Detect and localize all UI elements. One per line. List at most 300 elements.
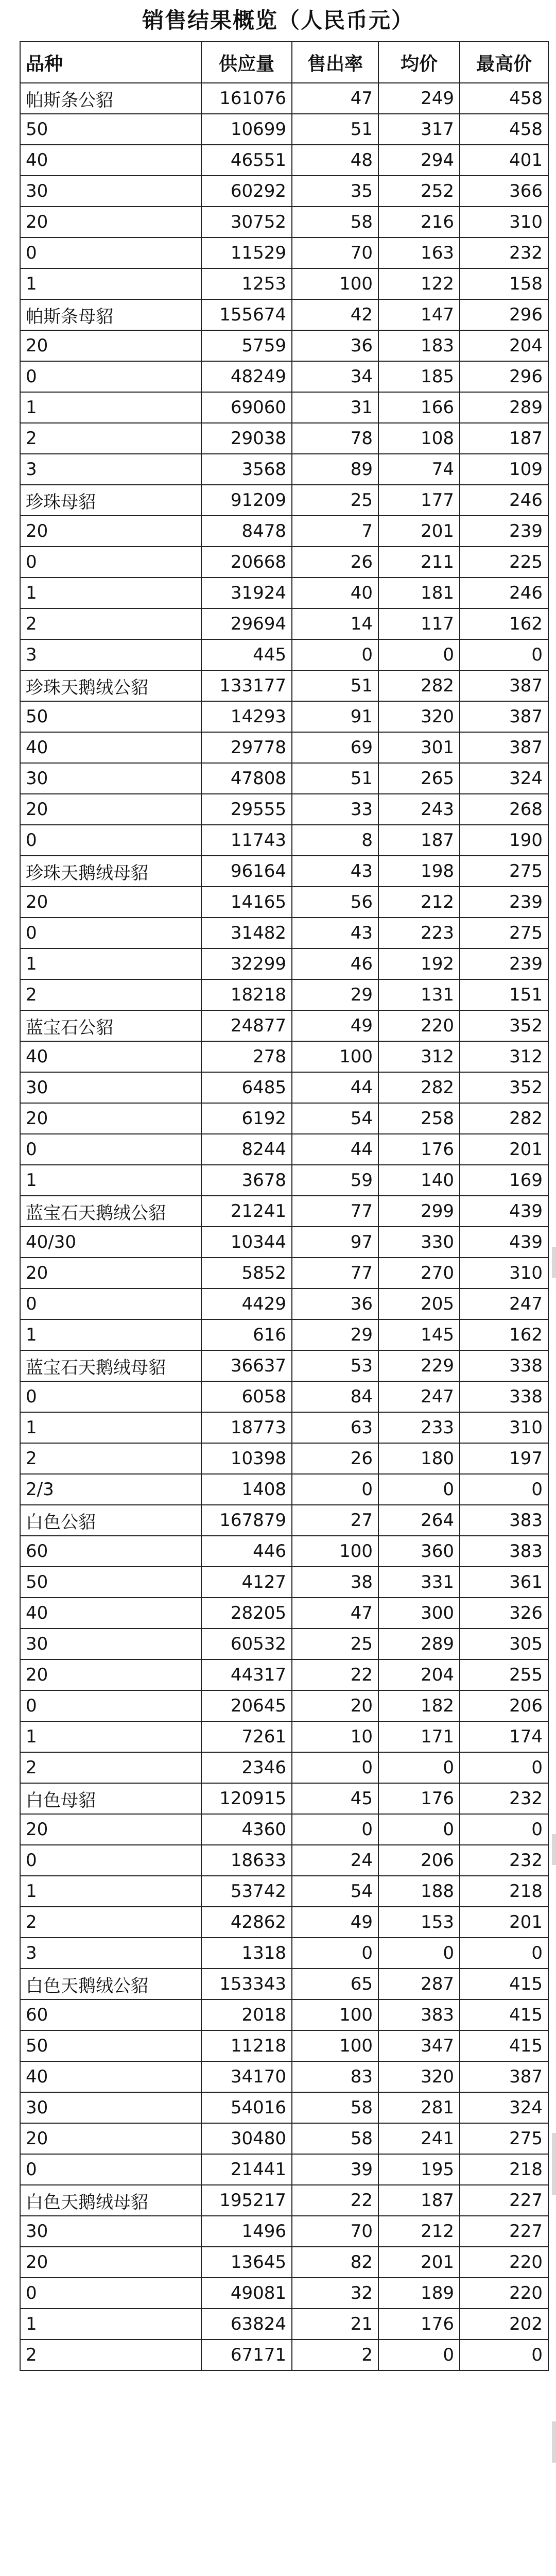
cell-sell-rate: 65 xyxy=(292,1969,378,1999)
cell-avg-price: 0 xyxy=(378,1474,460,1505)
cell-supply: 161076 xyxy=(201,83,292,114)
cell-sell-rate: 33 xyxy=(292,794,378,825)
cell-avg-price: 185 xyxy=(378,361,460,392)
cell-sell-rate: 53 xyxy=(292,1350,378,1381)
cell-sell-rate: 43 xyxy=(292,918,378,948)
cell-sell-rate: 44 xyxy=(292,1072,378,1103)
cell-max-price: 0 xyxy=(460,1474,548,1505)
cell-variety: 帕斯条母貂 xyxy=(20,299,201,330)
cell-sell-rate: 97 xyxy=(292,1227,378,1258)
cell-sell-rate: 22 xyxy=(292,2185,378,2216)
cell-variety: 40/30 xyxy=(20,1227,201,1258)
cell-supply: 29038 xyxy=(201,423,292,454)
cell-variety: 40 xyxy=(20,2061,201,2092)
cell-variety: 30 xyxy=(20,2216,201,2247)
cell-sell-rate: 51 xyxy=(292,114,378,145)
cell-max-price: 338 xyxy=(460,1381,548,1412)
cell-avg-price: 264 xyxy=(378,1505,460,1536)
cell-variety: 50 xyxy=(20,1567,201,1598)
table-body xyxy=(20,83,548,2370)
cell-supply: 63824 xyxy=(201,2309,292,2340)
cell-sell-rate: 49 xyxy=(292,1010,378,1041)
cell-variety: 0 xyxy=(20,1381,201,1412)
cell-variety: 2 xyxy=(20,1752,201,1783)
table-row xyxy=(20,887,548,918)
cell-variety: 30 xyxy=(20,1629,201,1659)
cell-max-price: 289 xyxy=(460,392,548,423)
cell-supply: 47808 xyxy=(201,763,292,794)
cell-max-price: 275 xyxy=(460,918,548,948)
page-title: 销售结果概览（人民币元） xyxy=(142,8,414,33)
cell-supply: 10344 xyxy=(201,1227,292,1258)
cell-avg-price: 229 xyxy=(378,1350,460,1381)
cell-max-price: 338 xyxy=(460,1350,548,1381)
table-row xyxy=(20,608,548,639)
cell-sell-rate: 70 xyxy=(292,2216,378,2247)
cell-sell-rate: 29 xyxy=(292,979,378,1010)
cell-sell-rate: 47 xyxy=(292,83,378,114)
cell-max-price: 239 xyxy=(460,948,548,979)
cell-sell-rate: 100 xyxy=(292,268,378,299)
table-row xyxy=(20,516,548,547)
table-row xyxy=(20,1072,548,1103)
cell-variety: 20 xyxy=(20,887,201,918)
cell-supply: 69060 xyxy=(201,392,292,423)
cell-sell-rate: 34 xyxy=(292,361,378,392)
cell-variety: 40 xyxy=(20,1598,201,1629)
cell-avg-price: 287 xyxy=(378,1969,460,1999)
cell-variety: 20 xyxy=(20,794,201,825)
cell-max-price: 439 xyxy=(460,1227,548,1258)
cell-variety: 20 xyxy=(20,2123,201,2154)
cell-sell-rate: 47 xyxy=(292,1598,378,1629)
cell-max-price: 109 xyxy=(460,454,548,485)
table-row xyxy=(20,1783,548,1814)
table-row xyxy=(20,2340,548,2370)
table-row xyxy=(20,1876,548,1907)
cell-sell-rate: 51 xyxy=(292,763,378,794)
cell-max-price: 201 xyxy=(460,1907,548,1938)
cell-sell-rate: 42 xyxy=(292,299,378,330)
cell-avg-price: 330 xyxy=(378,1227,460,1258)
cell-variety: 0 xyxy=(20,2154,201,2185)
cell-supply: 91209 xyxy=(201,485,292,516)
cell-max-price: 220 xyxy=(460,2278,548,2309)
cell-sell-rate: 51 xyxy=(292,670,378,701)
cell-avg-price: 187 xyxy=(378,2185,460,2216)
table-row xyxy=(20,1412,548,1443)
cell-sell-rate: 83 xyxy=(292,2061,378,2092)
table-row xyxy=(20,1474,548,1505)
cell-supply: 53742 xyxy=(201,1876,292,1907)
cell-supply: 36637 xyxy=(201,1350,292,1381)
cell-supply: 29778 xyxy=(201,732,292,763)
cell-sell-rate: 32 xyxy=(292,2278,378,2309)
cell-max-price: 246 xyxy=(460,485,548,516)
cell-supply: 18218 xyxy=(201,979,292,1010)
cell-variety: 2 xyxy=(20,423,201,454)
table-row xyxy=(20,856,548,887)
cell-supply: 30480 xyxy=(201,2123,292,2154)
table-row xyxy=(20,423,548,454)
cell-avg-price: 247 xyxy=(378,1381,460,1412)
table-row xyxy=(20,1165,548,1196)
cell-variety: 60 xyxy=(20,1999,201,2030)
table-row xyxy=(20,1845,548,1876)
cell-avg-price: 117 xyxy=(378,608,460,639)
cell-max-price: 232 xyxy=(460,1845,548,1876)
cell-variety: 20 xyxy=(20,2247,201,2278)
cell-max-price: 401 xyxy=(460,145,548,176)
cell-variety: 30 xyxy=(20,176,201,207)
cell-sell-rate: 25 xyxy=(292,485,378,516)
cell-supply: 21241 xyxy=(201,1196,292,1227)
cell-max-price: 227 xyxy=(460,2185,548,2216)
cell-max-price: 296 xyxy=(460,299,548,330)
table-row xyxy=(20,1103,548,1134)
table-row xyxy=(20,1629,548,1659)
table-row xyxy=(20,1907,548,1938)
table-row xyxy=(20,1381,548,1412)
table-row xyxy=(20,1938,548,1969)
cell-sell-rate: 58 xyxy=(292,207,378,238)
cell-avg-price: 189 xyxy=(378,2278,460,2309)
cell-avg-price: 192 xyxy=(378,948,460,979)
cell-supply: 8478 xyxy=(201,516,292,547)
cell-supply: 6485 xyxy=(201,1072,292,1103)
cell-variety: 1 xyxy=(20,1165,201,1196)
cell-variety: 2 xyxy=(20,1907,201,1938)
cell-variety: 0 xyxy=(20,1845,201,1876)
cell-max-price: 352 xyxy=(460,1010,548,1041)
cell-avg-price: 201 xyxy=(378,2247,460,2278)
cell-max-price: 201 xyxy=(460,1134,548,1165)
cell-max-price: 232 xyxy=(460,238,548,268)
cell-max-price: 197 xyxy=(460,1443,548,1474)
header-sell-rate: 售出率 xyxy=(292,42,378,83)
cell-avg-price: 153 xyxy=(378,1907,460,1938)
cell-supply: 7261 xyxy=(201,1721,292,1752)
cell-supply: 4360 xyxy=(201,1814,292,1845)
cell-sell-rate: 22 xyxy=(292,1659,378,1690)
cell-sell-rate: 77 xyxy=(292,1258,378,1289)
cell-sell-rate: 35 xyxy=(292,176,378,207)
cell-variety: 0 xyxy=(20,1690,201,1721)
cell-variety: 2 xyxy=(20,2340,201,2370)
cell-max-price: 415 xyxy=(460,1969,548,1999)
table-row xyxy=(20,639,548,670)
cell-avg-price: 0 xyxy=(378,639,460,670)
cell-variety: 0 xyxy=(20,918,201,948)
cell-sell-rate: 29 xyxy=(292,1319,378,1350)
cell-variety: 60 xyxy=(20,1536,201,1567)
cell-sell-rate: 70 xyxy=(292,238,378,268)
table-row xyxy=(20,670,548,701)
cell-variety: 20 xyxy=(20,1103,201,1134)
header-max-price: 最高价 xyxy=(460,42,548,83)
cell-variety: 白色天鹅绒母貂 xyxy=(20,2185,201,2216)
cell-sell-rate: 38 xyxy=(292,1567,378,1598)
cell-variety: 30 xyxy=(20,1072,201,1103)
cell-avg-price: 0 xyxy=(378,1938,460,1969)
cell-sell-rate: 100 xyxy=(292,1536,378,1567)
cell-avg-price: 216 xyxy=(378,207,460,238)
header-variety: 品种 xyxy=(20,42,201,83)
cell-variety: 20 xyxy=(20,1814,201,1845)
scroll-marker xyxy=(552,2421,556,2463)
cell-variety: 1 xyxy=(20,948,201,979)
cell-avg-price: 206 xyxy=(378,1845,460,1876)
table-row xyxy=(20,1227,548,1258)
table-row xyxy=(20,2092,548,2123)
cell-variety: 蓝宝石天鹅绒公貂 xyxy=(20,1196,201,1227)
sales-table xyxy=(20,41,549,2371)
cell-supply: 60292 xyxy=(201,176,292,207)
cell-supply: 96164 xyxy=(201,856,292,887)
cell-avg-price: 0 xyxy=(378,2340,460,2370)
cell-avg-price: 122 xyxy=(378,268,460,299)
cell-supply: 11218 xyxy=(201,2030,292,2061)
table-row xyxy=(20,2309,548,2340)
cell-sell-rate: 63 xyxy=(292,1412,378,1443)
table-row xyxy=(20,1350,548,1381)
cell-variety: 0 xyxy=(20,825,201,856)
cell-supply: 14165 xyxy=(201,887,292,918)
table-row xyxy=(20,918,548,948)
cell-max-price: 387 xyxy=(460,701,548,732)
cell-variety: 2/3 xyxy=(20,1474,201,1505)
cell-supply: 8244 xyxy=(201,1134,292,1165)
cell-variety: 20 xyxy=(20,330,201,361)
table-row xyxy=(20,1505,548,1536)
cell-supply: 133177 xyxy=(201,670,292,701)
table-row xyxy=(20,578,548,608)
cell-sell-rate: 100 xyxy=(292,2030,378,2061)
cell-supply: 445 xyxy=(201,639,292,670)
table-row xyxy=(20,1999,548,2030)
cell-max-price: 162 xyxy=(460,1319,548,1350)
table-row xyxy=(20,1598,548,1629)
table-row xyxy=(20,1814,548,1845)
table-row xyxy=(20,454,548,485)
cell-avg-price: 299 xyxy=(378,1196,460,1227)
cell-sell-rate: 0 xyxy=(292,1752,378,1783)
table-row xyxy=(20,207,548,238)
cell-supply: 3568 xyxy=(201,454,292,485)
table-row xyxy=(20,1721,548,1752)
cell-sell-rate: 44 xyxy=(292,1134,378,1165)
cell-supply: 278 xyxy=(201,1041,292,1072)
cell-variety: 白色天鹅绒公貂 xyxy=(20,1969,201,1999)
cell-variety: 珍珠天鹅绒母貂 xyxy=(20,856,201,887)
cell-avg-price: 147 xyxy=(378,299,460,330)
cell-sell-rate: 54 xyxy=(292,1103,378,1134)
cell-supply: 616 xyxy=(201,1319,292,1350)
cell-avg-price: 243 xyxy=(378,794,460,825)
cell-avg-price: 294 xyxy=(378,145,460,176)
cell-supply: 1318 xyxy=(201,1938,292,1969)
cell-avg-price: 320 xyxy=(378,2061,460,2092)
cell-sell-rate: 0 xyxy=(292,1814,378,1845)
cell-supply: 11743 xyxy=(201,825,292,856)
cell-avg-price: 177 xyxy=(378,485,460,516)
cell-supply: 60532 xyxy=(201,1629,292,1659)
table-row xyxy=(20,83,548,114)
table-row xyxy=(20,732,548,763)
cell-avg-price: 176 xyxy=(378,1783,460,1814)
cell-avg-price: 312 xyxy=(378,1041,460,1072)
cell-max-price: 174 xyxy=(460,1721,548,1752)
cell-variety: 40 xyxy=(20,1041,201,1072)
cell-supply: 46551 xyxy=(201,145,292,176)
cell-max-price: 387 xyxy=(460,670,548,701)
table-row xyxy=(20,330,548,361)
cell-max-price: 246 xyxy=(460,578,548,608)
cell-max-price: 324 xyxy=(460,2092,548,2123)
cell-avg-price: 331 xyxy=(378,1567,460,1598)
cell-variety: 40 xyxy=(20,732,201,763)
cell-supply: 29694 xyxy=(201,608,292,639)
cell-supply: 54016 xyxy=(201,2092,292,2123)
cell-max-price: 458 xyxy=(460,83,548,114)
cell-avg-price: 347 xyxy=(378,2030,460,2061)
cell-sell-rate: 14 xyxy=(292,608,378,639)
cell-sell-rate: 58 xyxy=(292,2092,378,2123)
cell-max-price: 162 xyxy=(460,608,548,639)
cell-sell-rate: 59 xyxy=(292,1165,378,1196)
cell-max-price: 439 xyxy=(460,1196,548,1227)
cell-max-price: 324 xyxy=(460,763,548,794)
cell-variety: 0 xyxy=(20,1289,201,1319)
cell-supply: 18773 xyxy=(201,1412,292,1443)
cell-max-price: 458 xyxy=(460,114,548,145)
header-avg-price: 均价 xyxy=(378,42,460,83)
table-row xyxy=(20,1289,548,1319)
cell-supply: 28205 xyxy=(201,1598,292,1629)
cell-max-price: 282 xyxy=(460,1103,548,1134)
cell-avg-price: 182 xyxy=(378,1690,460,1721)
cell-sell-rate: 10 xyxy=(292,1721,378,1752)
cell-avg-price: 180 xyxy=(378,1443,460,1474)
cell-variety: 1 xyxy=(20,268,201,299)
cell-variety: 50 xyxy=(20,114,201,145)
cell-avg-price: 0 xyxy=(378,1814,460,1845)
cell-avg-price: 108 xyxy=(378,423,460,454)
table-row xyxy=(20,2185,548,2216)
table-row xyxy=(20,1258,548,1289)
table-row xyxy=(20,794,548,825)
cell-sell-rate: 0 xyxy=(292,1938,378,1969)
cell-supply: 4127 xyxy=(201,1567,292,1598)
cell-max-price: 383 xyxy=(460,1536,548,1567)
cell-variety: 1 xyxy=(20,2309,201,2340)
cell-max-price: 310 xyxy=(460,1412,548,1443)
cell-variety: 蓝宝石天鹅绒母貂 xyxy=(20,1350,201,1381)
table-row xyxy=(20,1319,548,1350)
cell-variety: 30 xyxy=(20,763,201,794)
cell-max-price: 151 xyxy=(460,979,548,1010)
cell-sell-rate: 26 xyxy=(292,547,378,578)
cell-max-price: 275 xyxy=(460,2123,548,2154)
cell-sell-rate: 36 xyxy=(292,1289,378,1319)
cell-supply: 195217 xyxy=(201,2185,292,2216)
cell-sell-rate: 0 xyxy=(292,639,378,670)
cell-sell-rate: 25 xyxy=(292,1629,378,1659)
cell-avg-price: 211 xyxy=(378,547,460,578)
cell-avg-price: 258 xyxy=(378,1103,460,1134)
table-row xyxy=(20,1752,548,1783)
cell-supply: 18633 xyxy=(201,1845,292,1876)
cell-avg-price: 166 xyxy=(378,392,460,423)
cell-sell-rate: 100 xyxy=(292,1041,378,1072)
scroll-marker xyxy=(552,2133,556,2195)
cell-max-price: 225 xyxy=(460,547,548,578)
cell-supply: 20645 xyxy=(201,1690,292,1721)
cell-variety: 20 xyxy=(20,207,201,238)
cell-supply: 29555 xyxy=(201,794,292,825)
cell-max-price: 218 xyxy=(460,2154,548,2185)
table-row xyxy=(20,1196,548,1227)
cell-sell-rate: 69 xyxy=(292,732,378,763)
cell-max-price: 239 xyxy=(460,516,548,547)
cell-supply: 24877 xyxy=(201,1010,292,1041)
cell-sell-rate: 48 xyxy=(292,145,378,176)
cell-supply: 32299 xyxy=(201,948,292,979)
table-row xyxy=(20,2123,548,2154)
table-row xyxy=(20,1567,548,1598)
cell-avg-price: 301 xyxy=(378,732,460,763)
cell-avg-price: 289 xyxy=(378,1629,460,1659)
table-row xyxy=(20,114,548,145)
table-row xyxy=(20,392,548,423)
cell-max-price: 0 xyxy=(460,2340,548,2370)
cell-avg-price: 223 xyxy=(378,918,460,948)
cell-avg-price: 233 xyxy=(378,1412,460,1443)
cell-max-price: 361 xyxy=(460,1567,548,1598)
cell-avg-price: 204 xyxy=(378,1659,460,1690)
cell-avg-price: 181 xyxy=(378,578,460,608)
cell-sell-rate: 49 xyxy=(292,1907,378,1938)
cell-max-price: 220 xyxy=(460,2247,548,2278)
cell-supply: 1408 xyxy=(201,1474,292,1505)
cell-supply: 13645 xyxy=(201,2247,292,2278)
cell-avg-price: 176 xyxy=(378,2309,460,2340)
cell-max-price: 187 xyxy=(460,423,548,454)
cell-avg-price: 176 xyxy=(378,1134,460,1165)
cell-sell-rate: 45 xyxy=(292,1783,378,1814)
cell-variety: 1 xyxy=(20,1412,201,1443)
cell-avg-price: 270 xyxy=(378,1258,460,1289)
table-row xyxy=(20,2030,548,2061)
cell-variety: 1 xyxy=(20,1876,201,1907)
cell-variety: 20 xyxy=(20,1258,201,1289)
cell-avg-price: 163 xyxy=(378,238,460,268)
cell-variety: 0 xyxy=(20,361,201,392)
cell-supply: 1496 xyxy=(201,2216,292,2247)
cell-variety: 20 xyxy=(20,516,201,547)
table-row xyxy=(20,701,548,732)
table-row xyxy=(20,1659,548,1690)
cell-avg-price: 282 xyxy=(378,670,460,701)
cell-max-price: 204 xyxy=(460,330,548,361)
cell-variety: 3 xyxy=(20,454,201,485)
cell-max-price: 310 xyxy=(460,1258,548,1289)
cell-max-price: 352 xyxy=(460,1072,548,1103)
cell-sell-rate: 27 xyxy=(292,1505,378,1536)
table-row xyxy=(20,547,548,578)
cell-sell-rate: 31 xyxy=(292,392,378,423)
cell-variety: 白色母貂 xyxy=(20,1783,201,1814)
